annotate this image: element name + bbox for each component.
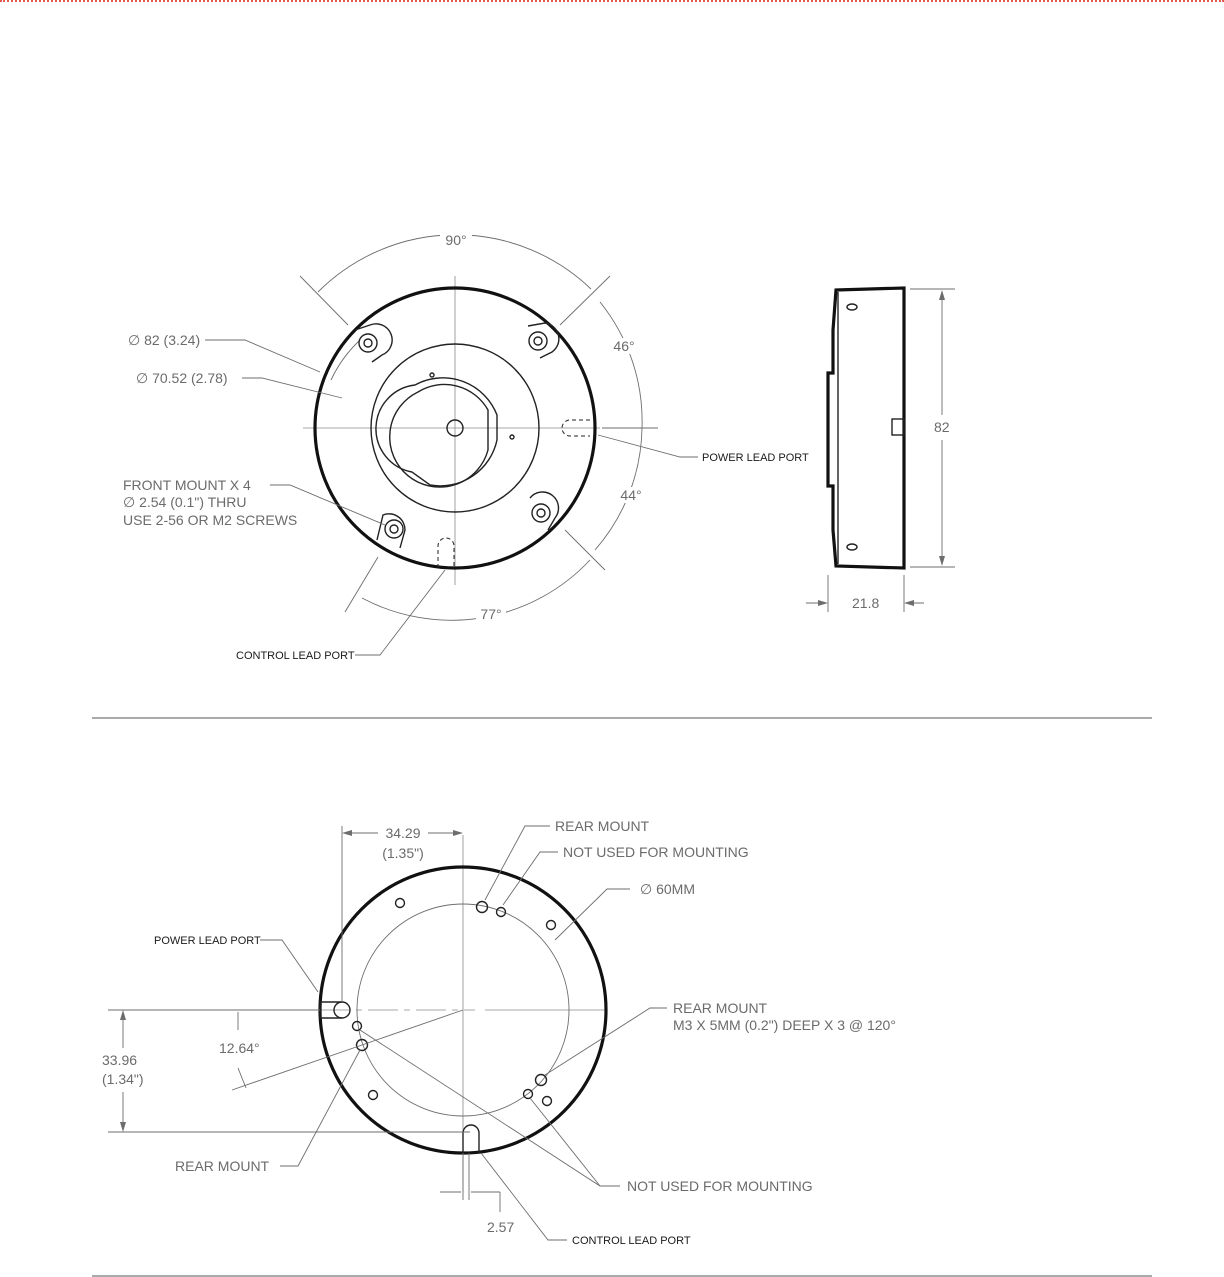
leader-line xyxy=(598,435,698,457)
port-width-label: 2.57 xyxy=(487,1219,515,1235)
rear-mount-hole xyxy=(536,1075,547,1086)
dim-ext-line xyxy=(300,276,348,325)
leader-line xyxy=(355,570,445,655)
side-screw xyxy=(847,304,857,310)
rear-mount-spec-label: REAR MOUNT xyxy=(673,1000,768,1016)
rear-mount-spec-label: M3 X 5MM (0.2") DEEP X 3 @ 120° xyxy=(673,1017,896,1033)
leader-line xyxy=(260,940,318,992)
rear-mount-left-label: REAR MOUNT xyxy=(175,1158,270,1174)
angle-top-label: 90° xyxy=(445,232,467,248)
rear-control-port xyxy=(463,1125,479,1153)
rear-control-lead-port-label: CONTROL LEAD PORT xyxy=(572,1235,691,1247)
front-mount-hole xyxy=(530,492,558,530)
side-height-label: 82 xyxy=(934,419,950,435)
front-view xyxy=(123,232,809,662)
front-bolt-circle-arc xyxy=(331,340,360,380)
dim-line xyxy=(238,1068,246,1088)
angle-small-label: 12.64° xyxy=(219,1040,260,1056)
diameter-outer-label: ∅ 82 (3.24) xyxy=(128,332,201,348)
angle-right-upper-label: 46° xyxy=(613,338,635,354)
front-mount-hole xyxy=(528,323,559,358)
dim-angle-line xyxy=(232,1010,463,1090)
rear-hole xyxy=(543,1097,552,1106)
rear-hole xyxy=(547,921,556,930)
front-small-hole xyxy=(430,373,434,377)
front-rotor-inner xyxy=(390,384,488,487)
rear-power-lead-port-label: POWER LEAD PORT xyxy=(154,935,261,947)
rear-mount-top-label: REAR MOUNT xyxy=(555,818,650,834)
leader-line xyxy=(242,378,342,398)
front-mount-hole xyxy=(377,514,405,548)
rear-unused-hole xyxy=(353,1022,362,1031)
front-mount-note: FRONT MOUNT X 4 xyxy=(123,477,251,493)
not-used-top-label: NOT USED FOR MOUNTING xyxy=(563,844,749,860)
leader-line xyxy=(280,1050,360,1166)
offset-y-label: 33.96 xyxy=(102,1052,138,1068)
side-screw xyxy=(847,544,857,550)
angle-bottom-label: 77° xyxy=(480,606,502,622)
angle-right-lower-label: 44° xyxy=(620,487,642,503)
power-lead-port-label: POWER LEAD PORT xyxy=(702,452,809,464)
rear-hole xyxy=(396,899,405,908)
diameter-60-label: ∅ 60MM xyxy=(640,881,695,897)
offset-y-label: (1.34") xyxy=(102,1071,144,1087)
not-used-bottom-label: NOT USED FOR MOUNTING xyxy=(627,1178,813,1194)
leader-line xyxy=(205,340,320,372)
control-lead-port-label: CONTROL LEAD PORT xyxy=(236,650,355,662)
front-control-port-hidden xyxy=(438,538,454,568)
offset-x-label: (1.35") xyxy=(382,845,424,861)
side-view xyxy=(806,288,955,612)
side-depth-label: 21.8 xyxy=(852,595,880,611)
diameter-bolt-label: ∅ 70.52 (2.78) xyxy=(136,370,228,386)
leader-line xyxy=(555,889,630,940)
rear-view xyxy=(102,818,896,1247)
rear-mount-hole xyxy=(477,902,488,913)
front-mount-note: ∅ 2.54 (0.1") THRU xyxy=(123,494,247,510)
front-rotor-outline xyxy=(376,378,497,486)
front-mount-hole xyxy=(355,324,392,362)
front-mount-note: USE 2-56 OR M2 SCREWS xyxy=(123,512,298,528)
front-small-hole xyxy=(510,435,514,439)
side-port-tab xyxy=(892,419,904,435)
offset-x-label: 34.29 xyxy=(385,825,421,841)
dim-arc-right-upper xyxy=(600,302,642,428)
rear-hole xyxy=(369,1091,378,1100)
dim-ext-line xyxy=(565,530,605,570)
